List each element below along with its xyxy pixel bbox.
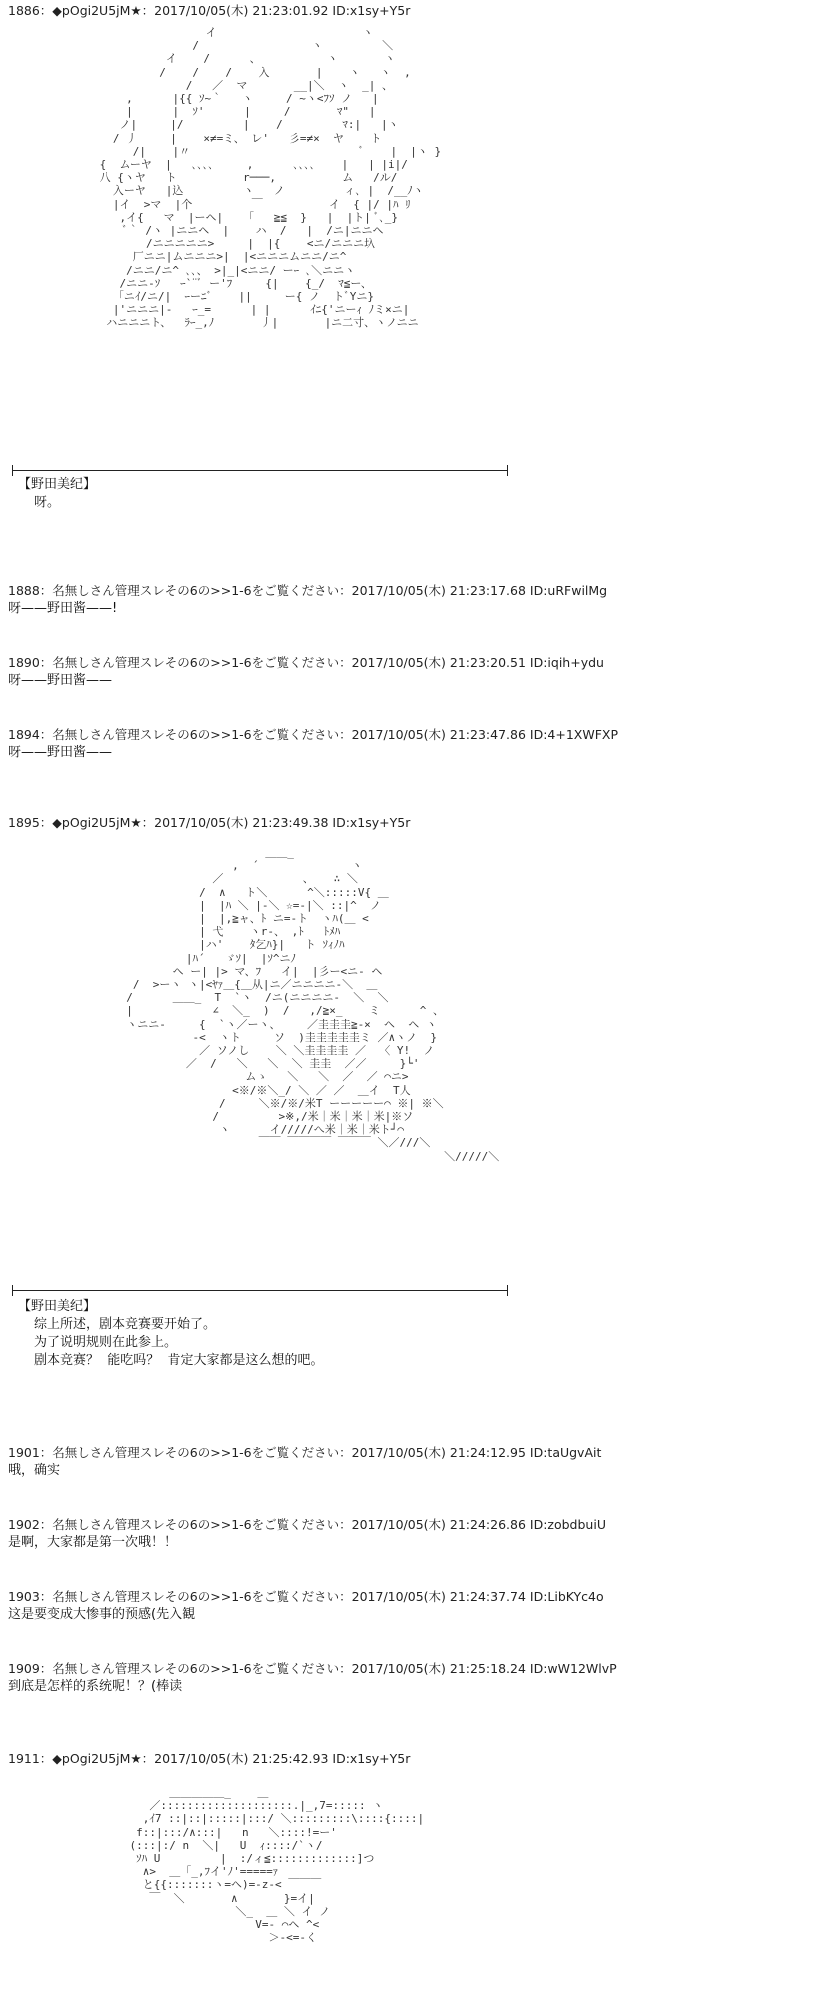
post-header: 1888：名無しさん管理スレその6の>>1-6をご覧ください：2017/10/05(木) 21:23:17.68 ID:uRFwilMg (8, 583, 608, 598)
post-1909 (8, 1660, 808, 1696)
post-body: 这是要变成大惨事的预感(先入観 (8, 1607, 196, 1622)
post-body: 呀——野田酱——! (8, 601, 118, 616)
post-body: 呀——野田酱—— (8, 673, 113, 688)
post-header: 1894：名無しさん管理スレその6の>>1-6をご覧ください：2017/10/05(木) 21:23:47.86 ID:4+1XWFXP (8, 727, 619, 742)
post-1902 (8, 1516, 808, 1552)
post-body: 是啊，大家都是第一次哦！！ (8, 1535, 178, 1550)
post-1895 (8, 814, 808, 832)
post-1903 (8, 1588, 808, 1624)
post-header: 1903：名無しさん管理スレその6の>>1-6をご覧ください：2017/10/05(木) 21:24:37.74 ID:LibKYc4o (8, 1589, 604, 1604)
post-header: 1911：◆pOgi2U5jM★：2017/10/05(木) 21:25:42.93 ID:x1sy+Y5r (8, 1751, 411, 1766)
post-header: 1909：名無しさん管理スレその6の>>1-6をご覧ください：2017/10/05(木) 21:25:18.24 ID:wW12WlvP (8, 1661, 617, 1676)
scene1-dialogue (8, 476, 808, 512)
post-header: 1895：◆pOgi2U5jM★：2017/10/05(木) 21:23:49.38 ID:x1sy+Y5r (8, 815, 411, 830)
post-body: 呀——野田酱—— (8, 745, 113, 760)
post-1894 (8, 726, 808, 762)
scene2-dialogue (8, 1298, 808, 1370)
post-header: 1890：名無しさん管理スレその6の>>1-6をご覧ください：2017/10/05(木) 21:23:20.51 ID:iqih+ydu (8, 655, 604, 670)
speech-line: 综上所述，剧本竞赛要开始了。 为了说明规则在此参上。 剧本竞赛？ 能吃吗？ 肯定大家都是这么想的吧。 (34, 1317, 324, 1368)
post-header: 1886：◆pOgi2U5jM★：2017/10/05(木) 21:23:01.92 ID:x1sy+Y5r (8, 3, 411, 18)
post-header: 1902：名無しさん管理スレその6の>>1-6をご覧ください：2017/10/05(木) 21:24:26.86 ID:zobdbuiU (8, 1517, 606, 1532)
ascii-art-noda-3: ＿＿＿＿＿_ ＿ ／::::::::::::::::::::.|_,7=::::: ヽ ,ｲ7 ::|::|:::::|:::/ ＼:::::::::\::::{::::| f::|:::/∧:::| n ＼::::!=ー' (:::|:/ n ＼| U ｨ::::/`ヽ/ ｿﾊ U | :/ィ≦:::::::::::::]つ ∧> ＿「_,ﾌイ'ﾉ'=====ｧ と{{:::::::ヽ=ヘ)=-z-< ￣￣￣ ￣ ＼ ∧ }=イ| ＼_ ＿ ＼ イ ノ V=- ⌒ヘ ^< ＞-<=-く (129, 1786, 425, 1945)
post-1901 (8, 1444, 808, 1480)
post-header: 1901：名無しさん管理スレその6の>>1-6をご覧ください：2017/10/05(木) 21:24:12.95 ID:taUgvAit (8, 1445, 602, 1460)
ascii-art-noda-1: イ ヽ / ヽ ＼ イ / 、 ヽ ヽ / / / 入 | ヽ ヽ , / ／ マ __|＼ ヽ _| 、 , |{{ ｿ~｀ ヽ / ~ヽ<ﾌｿ ノ | | | ｿ' | / ﾏ" | ノ| |/ | / ﾏ:| |ヽ / 丿 | ×≠=ミ、 レ' 彡=≠× ヤ ト /| |〃 ﾞ | |ヽ } { ムーヤ | ､､､､ , ､､､､ | | |i|/ 八 {ヽヤ ト r───, ム /ル/ 入ーヤ |込 ヽ ノ ィ､ | /__ﾉヽ |イ >マ |个 ￣ イ { |/ |ﾊ ﾘ ,イ{ マ |ーヘ| 「 ≧≦ } | |ト| ﾞ､_} ﾞ｀ /ヽ |ニニヘ | ハ / | /ニ|ニニヘ /ニニニニニ> | |{ <ニ/ニニニ圦 厂ニニ|ムニニニ>| |<ニニニムニニ/ニ^ /ニニ/ニ^ ､､、 >|_|<ニニ/ ーｰ ､＼ニニヽ /ニニ-ｿ ｰ`¨ﾞ ー'ﾌ {| {_/ ﾏ≦ー、 「ニｲ/ニ/| ｰーﾆﾞ || ー{ ノ トﾞYニ} |'ニニニ|- ｰ_= | | ｲﾆ{'ニーｨ ﾉミ×ニ| ハニニニト、 ﾗｰ_,ﾉ 丿| |ニ二寸、ヽノニニ (99, 26, 442, 330)
speaker-name: 【野田美纪】 (18, 1299, 97, 1314)
post-1888 (8, 582, 808, 618)
post-1886 (8, 2, 808, 20)
post-body: 哦，确实 (8, 1463, 61, 1478)
post-1890 (8, 654, 808, 690)
speaker-name: 【野田美纪】 (18, 477, 97, 492)
ascii-art-noda-2: ＿＿_ , ´ ヽ ／ 、 ∴ ＼ / ∧ ト＼ ^＼:::::V{ ＿ | |ﾊ ＼ |-＼ ☆=-|＼ ::|^ ノ | |,≧ャ、ﾄ ニ=-ト ヽﾊ(＿ < | 弋 ヽr-、 ,ﾄ ﾄﾒﾊ |ハ' ﾀ乞ﾊ}| ト ｿｨﾉﾊ |ﾊ´ ゞｿ| |ｿ^ニﾉ ヘ ー| |> マ、ﾌ イ| |彡ー<ニ- ヘ / >ーヽ ヽ|<ﾔｧ＿{＿从|ニ／ニニニニ-＼ ＿ / ＿＿_ T `ヽ /ニ(ニニニニ- ＼ ＼ | ∠ ＼_ ) / ,/≧×_ ミ ^ 、 ヽニニ- { `ヽ／ーヽ、 ／圭圭圭≧-× ヘ ヘ ヽ -< ヽト ソ )圭圭圭圭圭ミ ／∧ヽノ } ／ ソノし ＼ ＼圭圭圭圭 ／ 〈 Y! ノ ／ / ＼ ＼ ＼ 圭圭 ／／ }└' ムゝ ＼ ＼ ／ ／ ⌒ニ> <※/※＼_/ ＼ ／ ／ ＿イ T人 / ＼※/※/米T ーーーーー⌒ ※| ※＼ / >※,/米｜米｜米｜米|※ソ ヽ イ/////へ米｜米｜米ト┘⌒ ￣￣ ￣￣￣￣ ￣￣￣ ＼／///＼ ＼/////＼ (126, 846, 500, 1163)
speech-line: 呀。 (34, 495, 61, 510)
post-body: 到底是怎样的系统呢！？(棒读 (8, 1679, 183, 1694)
post-1911 (8, 1750, 808, 1768)
scene-divider (12, 1290, 508, 1291)
scene-divider (12, 470, 508, 471)
